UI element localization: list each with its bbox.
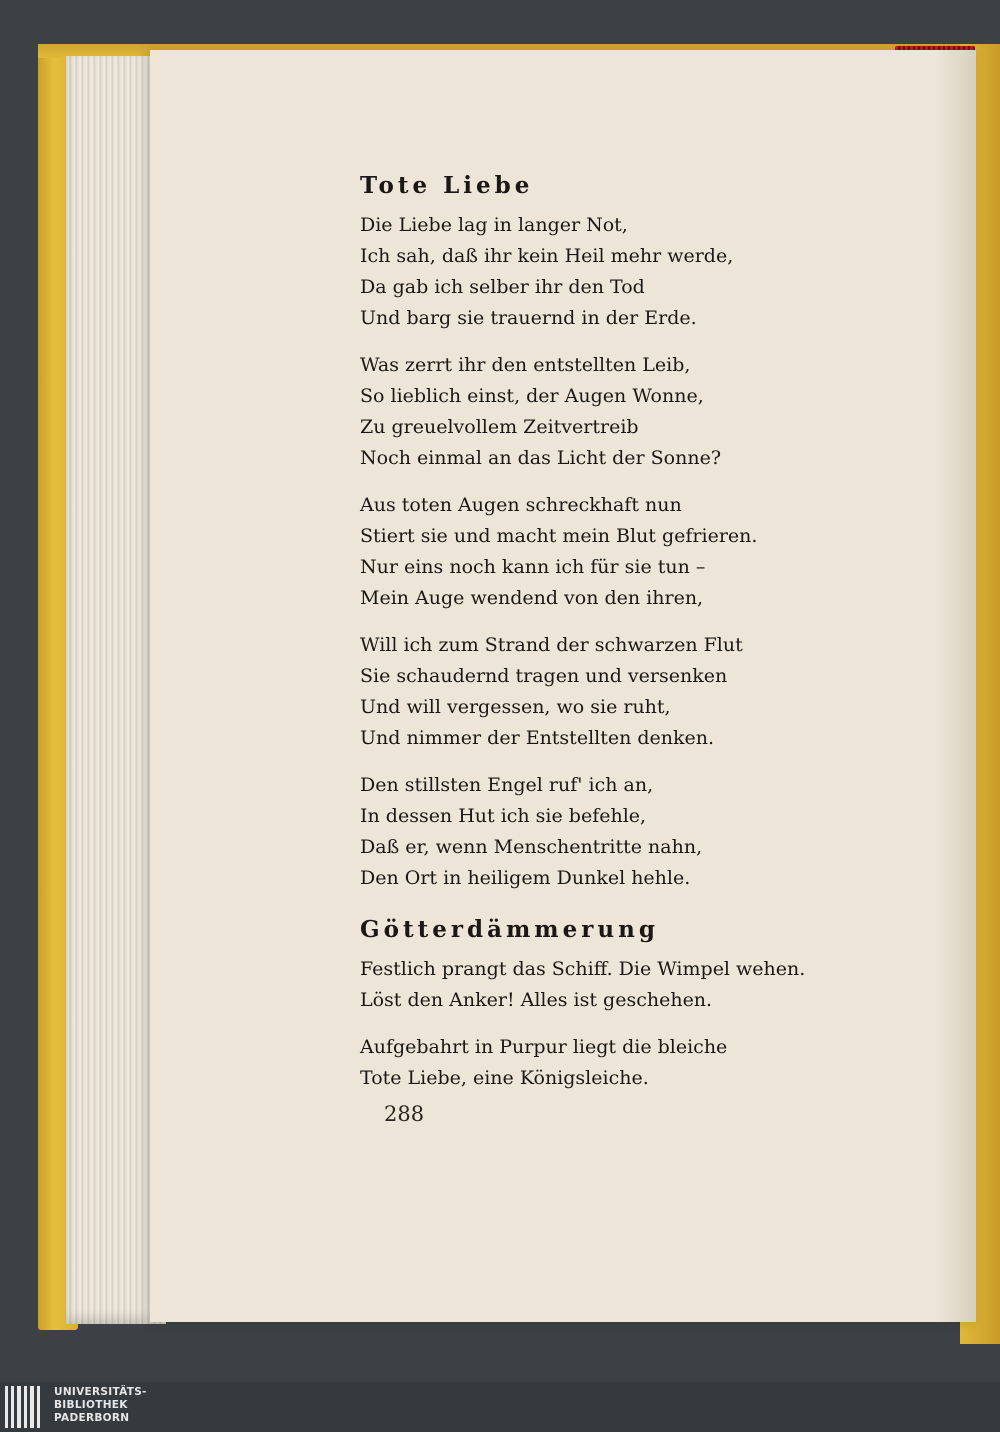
poem-line: Mein Auge wendend von den ihren, [360, 587, 704, 609]
poem-line: Und will vergessen, wo sie ruht, [360, 696, 671, 718]
page-text [360, 170, 920, 1110]
library-logo-text [54, 1386, 147, 1425]
poem-line: In dessen Hut ich sie befehle, [360, 805, 647, 827]
stanza [360, 350, 920, 474]
poem-line: Den Ort in heiligem Dunkel hehle. [360, 867, 691, 889]
poem-line: So lieblich einst, der Augen Wonne, [360, 385, 704, 407]
stanza [360, 630, 920, 754]
poem-line: Da gab ich selber ihr den Tod [360, 276, 645, 298]
poem-line: Die Liebe lag in langer Not, [360, 214, 628, 236]
poem-line: Stiert sie und macht mein Blut gefrieren. [360, 525, 758, 547]
poem-line: Den stillsten Engel ruf' ich an, [360, 774, 654, 796]
logo-line: UNIVERSITÄTS- [54, 1386, 147, 1398]
logo-line: BIBLIOTHEK [54, 1399, 128, 1411]
poem-line: Sie schaudernd tragen und versenken [360, 665, 728, 687]
poem-body [360, 954, 920, 1094]
poem-title: Tote Liebe [360, 172, 534, 199]
library-logo-icon [5, 1386, 49, 1428]
poem-line: Nur eins noch kann ich für sie tun – [360, 556, 706, 578]
poem-line: Tote Liebe, eine Königsleiche. [360, 1067, 649, 1089]
poem-line: Und barg sie trauernd in der Erde. [360, 307, 697, 329]
logo-line: PADERBORN [54, 1412, 130, 1424]
poem-line: Aufgebahrt in Purpur liegt die bleiche [360, 1036, 728, 1058]
stanza [360, 954, 920, 1016]
stanza [360, 770, 920, 894]
stanza [360, 1032, 920, 1094]
poem-line: Und nimmer der Entstellten denken. [360, 727, 715, 749]
poem-line: Löst den Anker! Alles ist geschehen. [360, 989, 713, 1011]
footer-bar [0, 1382, 1000, 1432]
poem-line: Aus toten Augen schreckhaft nun [360, 494, 682, 516]
page-gutter-shadow [936, 50, 976, 1322]
poem-title: Götterdämmerung [360, 916, 659, 943]
poem-line: Noch einmal an das Licht der Sonne? [360, 447, 722, 469]
poem-body [360, 210, 920, 894]
poem-line: Will ich zum Strand der schwarzen Flut [360, 634, 743, 656]
stanza [360, 490, 920, 614]
poem-line: Festlich prangt das Schiff. Die Wimpel wehen. [360, 958, 806, 980]
poem-line: Was zerrt ihr den entstellten Leib, [360, 354, 691, 376]
poem-line: Zu greuelvollem Zeitvertreib [360, 416, 639, 438]
page-number: 288 [384, 1102, 425, 1126]
stanza [360, 210, 920, 334]
poem-line: Ich sah, daß ihr kein Heil mehr werde, [360, 245, 734, 267]
poem-line: Daß er, wenn Menschentritte nahn, [360, 836, 703, 858]
